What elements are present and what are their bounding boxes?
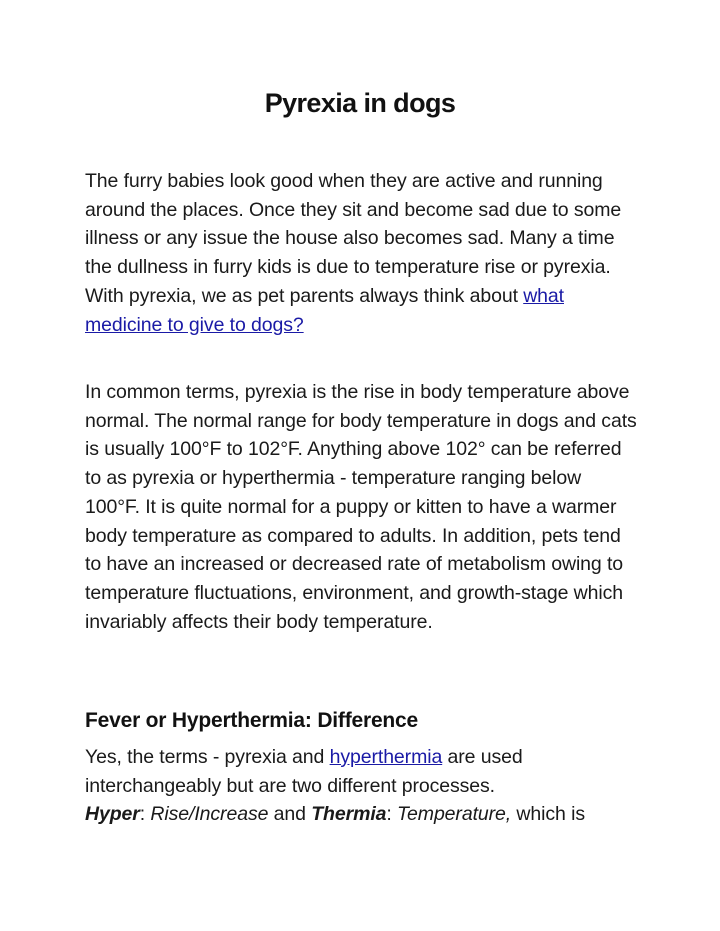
intro-paragraph xyxy=(85,167,640,339)
sentence-tail: which is xyxy=(511,803,585,826)
difference-text-end: are used interchangeably but are two different processes. xyxy=(85,746,523,797)
document-title: Pyrexia in dogs xyxy=(264,88,456,118)
separator-2: : xyxy=(386,803,398,826)
medicine-link[interactable]: what medicine to give to dogs? xyxy=(85,284,564,336)
meaning-thermia: Temperature, xyxy=(397,803,512,826)
meaning-hyper: Rise/Increase xyxy=(150,803,269,826)
hyperthermia-link[interactable]: hyperthermia xyxy=(329,746,443,768)
term-hyper: Hyper xyxy=(85,803,140,826)
definition-paragraph-text: In common terms, pyrexia is the rise in body temperature above normal. The normal range for body temperature in dogs and cats is usually 100°F to 102°F. Anything above 102° can be referred to as pyrexia or hyperthermia - temperature ranging below 100°F. It is quite normal for a puppy or kitten to have a warmer body temperature as compared to adults. In addition, pets tend to have an increased or decreased rate of metabolism owing to temperature fluctuations, environment, and growth-stage which invariably affects their body temperature. xyxy=(85,381,637,633)
term-thermia: Thermia xyxy=(311,803,387,826)
definition-paragraph xyxy=(85,378,640,636)
section-heading: Fever or Hyperthermia: Difference xyxy=(85,709,419,732)
difference-paragraph xyxy=(85,743,640,829)
and-word: and xyxy=(268,803,312,826)
difference-text-start: Yes, the terms - pyrexia and xyxy=(85,746,330,768)
separator-1: : xyxy=(139,803,151,826)
intro-paragraph-text: The furry babies look good when they are active and running around the places. Once they sit and become sad due to some illness or any issue the house also becomes sad. Many a time the dullness in furry kids is due to temperature rise or pyrexia. With pyrexia, we as pet parents always think about xyxy=(85,170,622,307)
